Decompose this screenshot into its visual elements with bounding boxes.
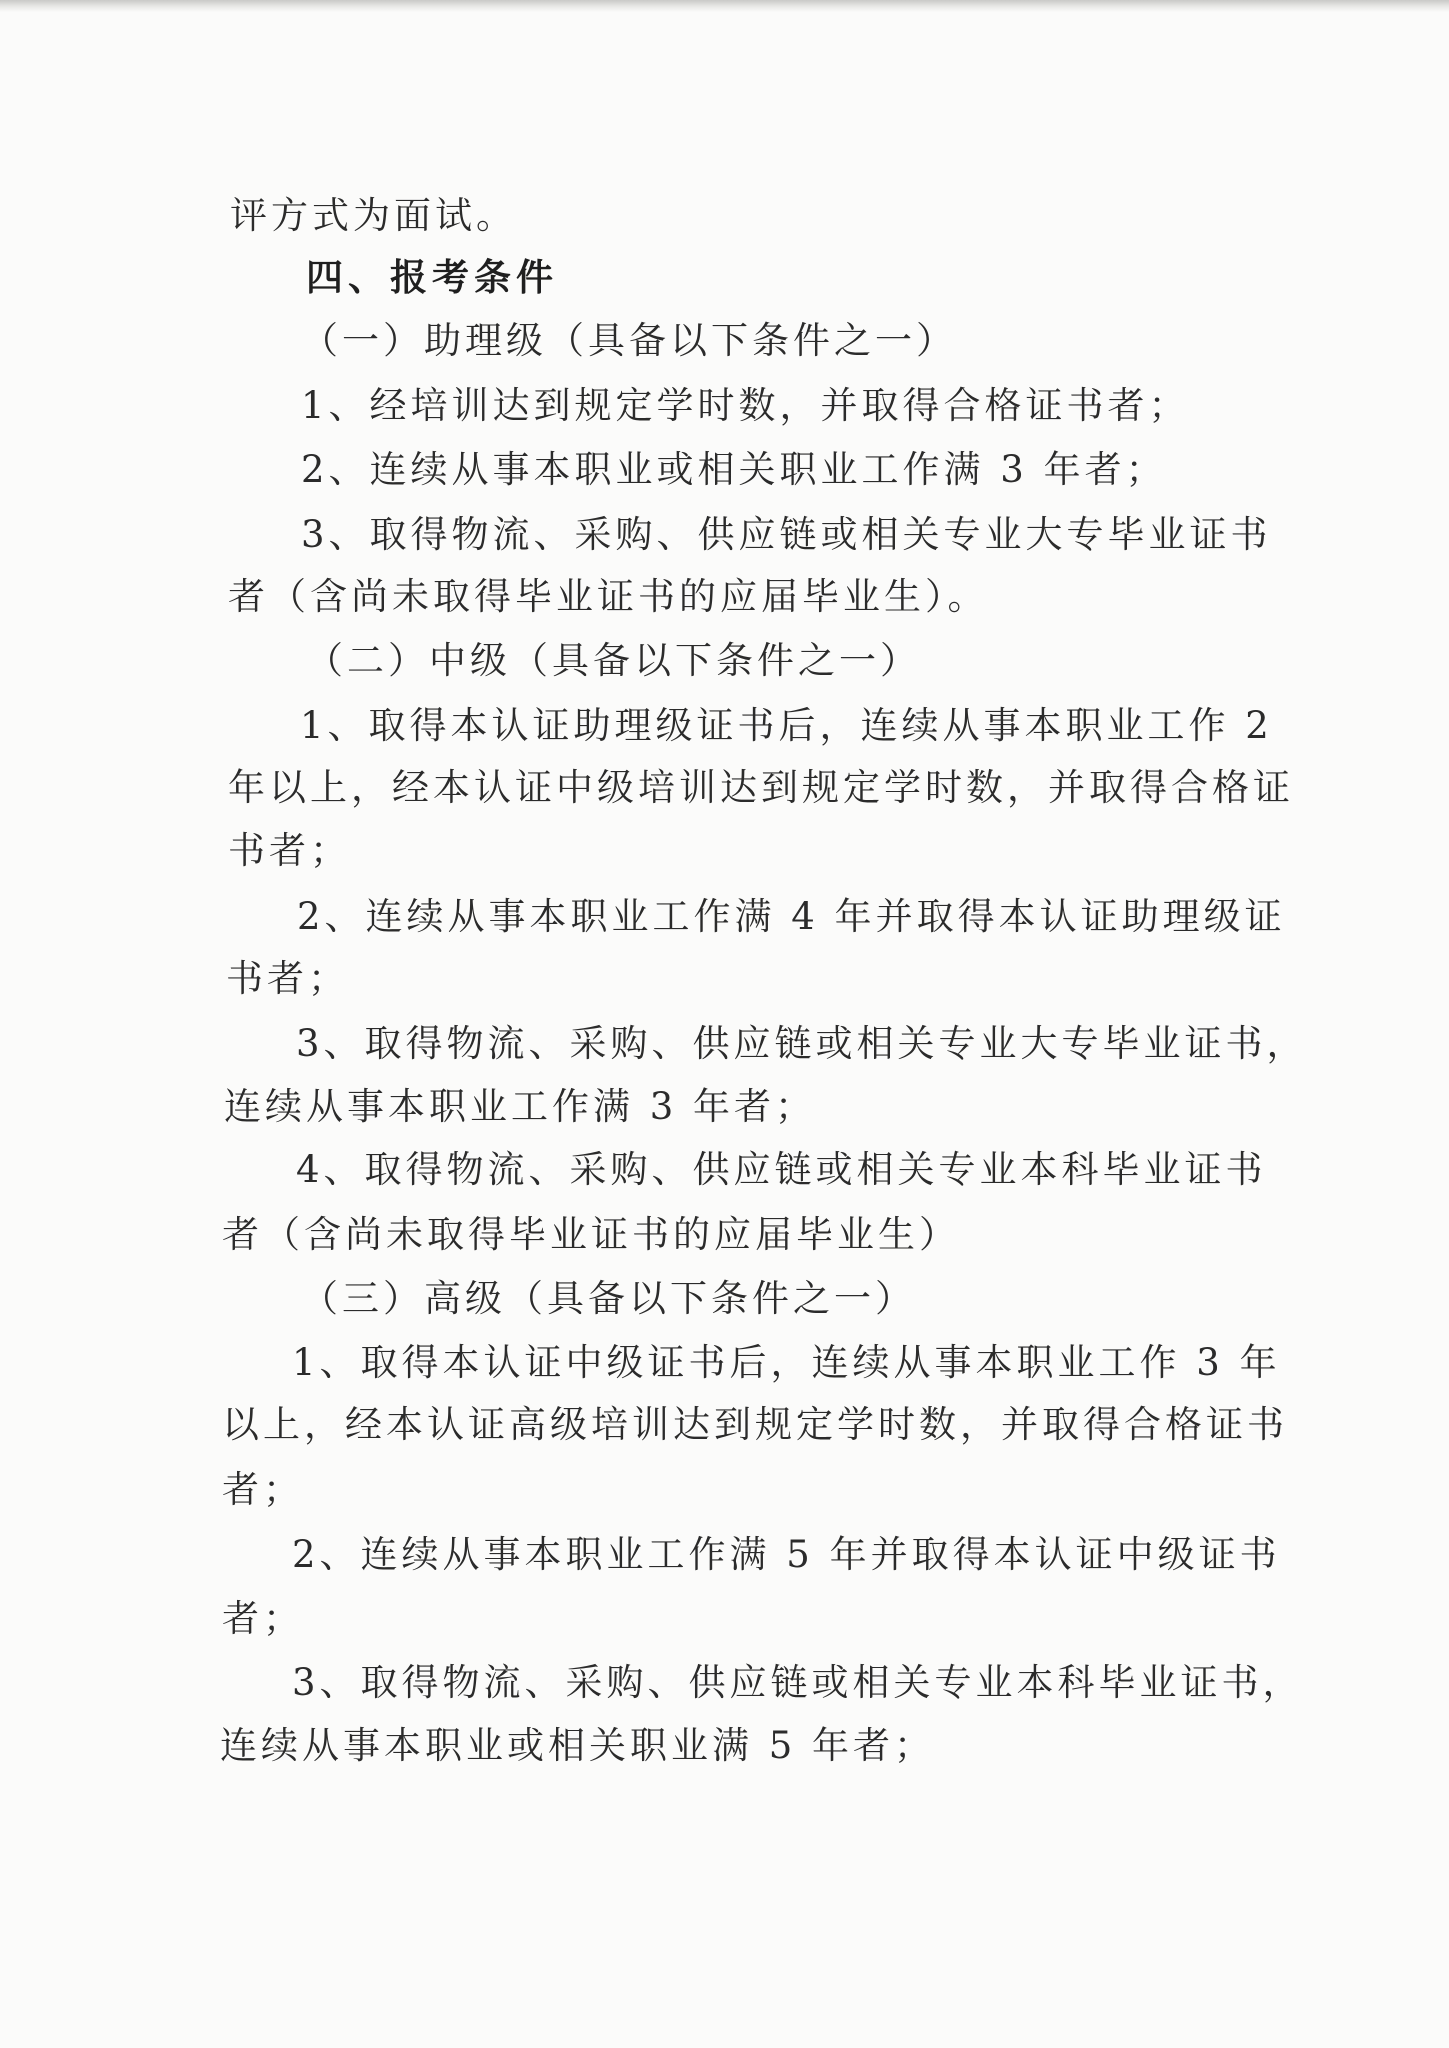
text-line: 3、取得物流、采购、供应链或相关专业大专毕业证书，: [296, 1022, 1308, 1065]
text-line: 者；: [222, 1468, 304, 1511]
text-line: 书者；: [228, 829, 351, 872]
text-line: 3、取得物流、采购、供应链或相关专业大专毕业证书: [301, 513, 1272, 556]
text-line: 者（含尚未取得毕业证书的应届毕业生）。: [228, 575, 989, 618]
text-line: 书者；: [226, 957, 349, 1000]
text-line: 评方式为面试。: [230, 194, 517, 237]
text-line: 连续从事本职业工作满 3 年者；: [224, 1085, 817, 1128]
text-line: 连续从事本职业或相关职业满 5 年者；: [220, 1724, 936, 1767]
subsection-heading: （二）中级（具备以下条件之一）: [306, 639, 921, 682]
section-heading: 四、报考条件: [306, 256, 558, 299]
text-line: 3、取得物流、采购、供应链或相关专业本科毕业证书，: [292, 1661, 1304, 1704]
text-line: 2、连续从事本职业工作满 4 年并取得本认证助理级证: [297, 895, 1286, 938]
text-line: 2、连续从事本职业或相关职业工作满 3 年者；: [301, 448, 1167, 491]
subsection-heading: （一）助理级（具备以下条件之一）: [301, 319, 957, 362]
text-line: 年以上，经本认证中级培训达到规定学时数，并取得合格证: [228, 766, 1294, 809]
text-line: 2、连续从事本职业工作满 5 年并取得本认证中级证书: [292, 1533, 1281, 1576]
text-line: 1、取得本认证中级证书后，连续从事本职业工作 3 年: [292, 1341, 1281, 1384]
text-line: 以上，经本认证高级培训达到规定学时数，并取得合格证书: [222, 1403, 1288, 1446]
text-line: 1、经培训达到规定学时数，并取得合格证书者；: [301, 384, 1190, 427]
text-line: 4、取得物流、采购、供应链或相关专业本科毕业证书: [296, 1148, 1267, 1191]
text-line: 1、取得本认证助理级证书后，连续从事本职业工作 2: [300, 704, 1273, 747]
subsection-heading: （三）高级（具备以下条件之一）: [301, 1277, 916, 1320]
text-line: 者；: [222, 1597, 304, 1640]
text-line: 者（含尚未取得毕业证书的应届毕业生）: [222, 1213, 960, 1256]
